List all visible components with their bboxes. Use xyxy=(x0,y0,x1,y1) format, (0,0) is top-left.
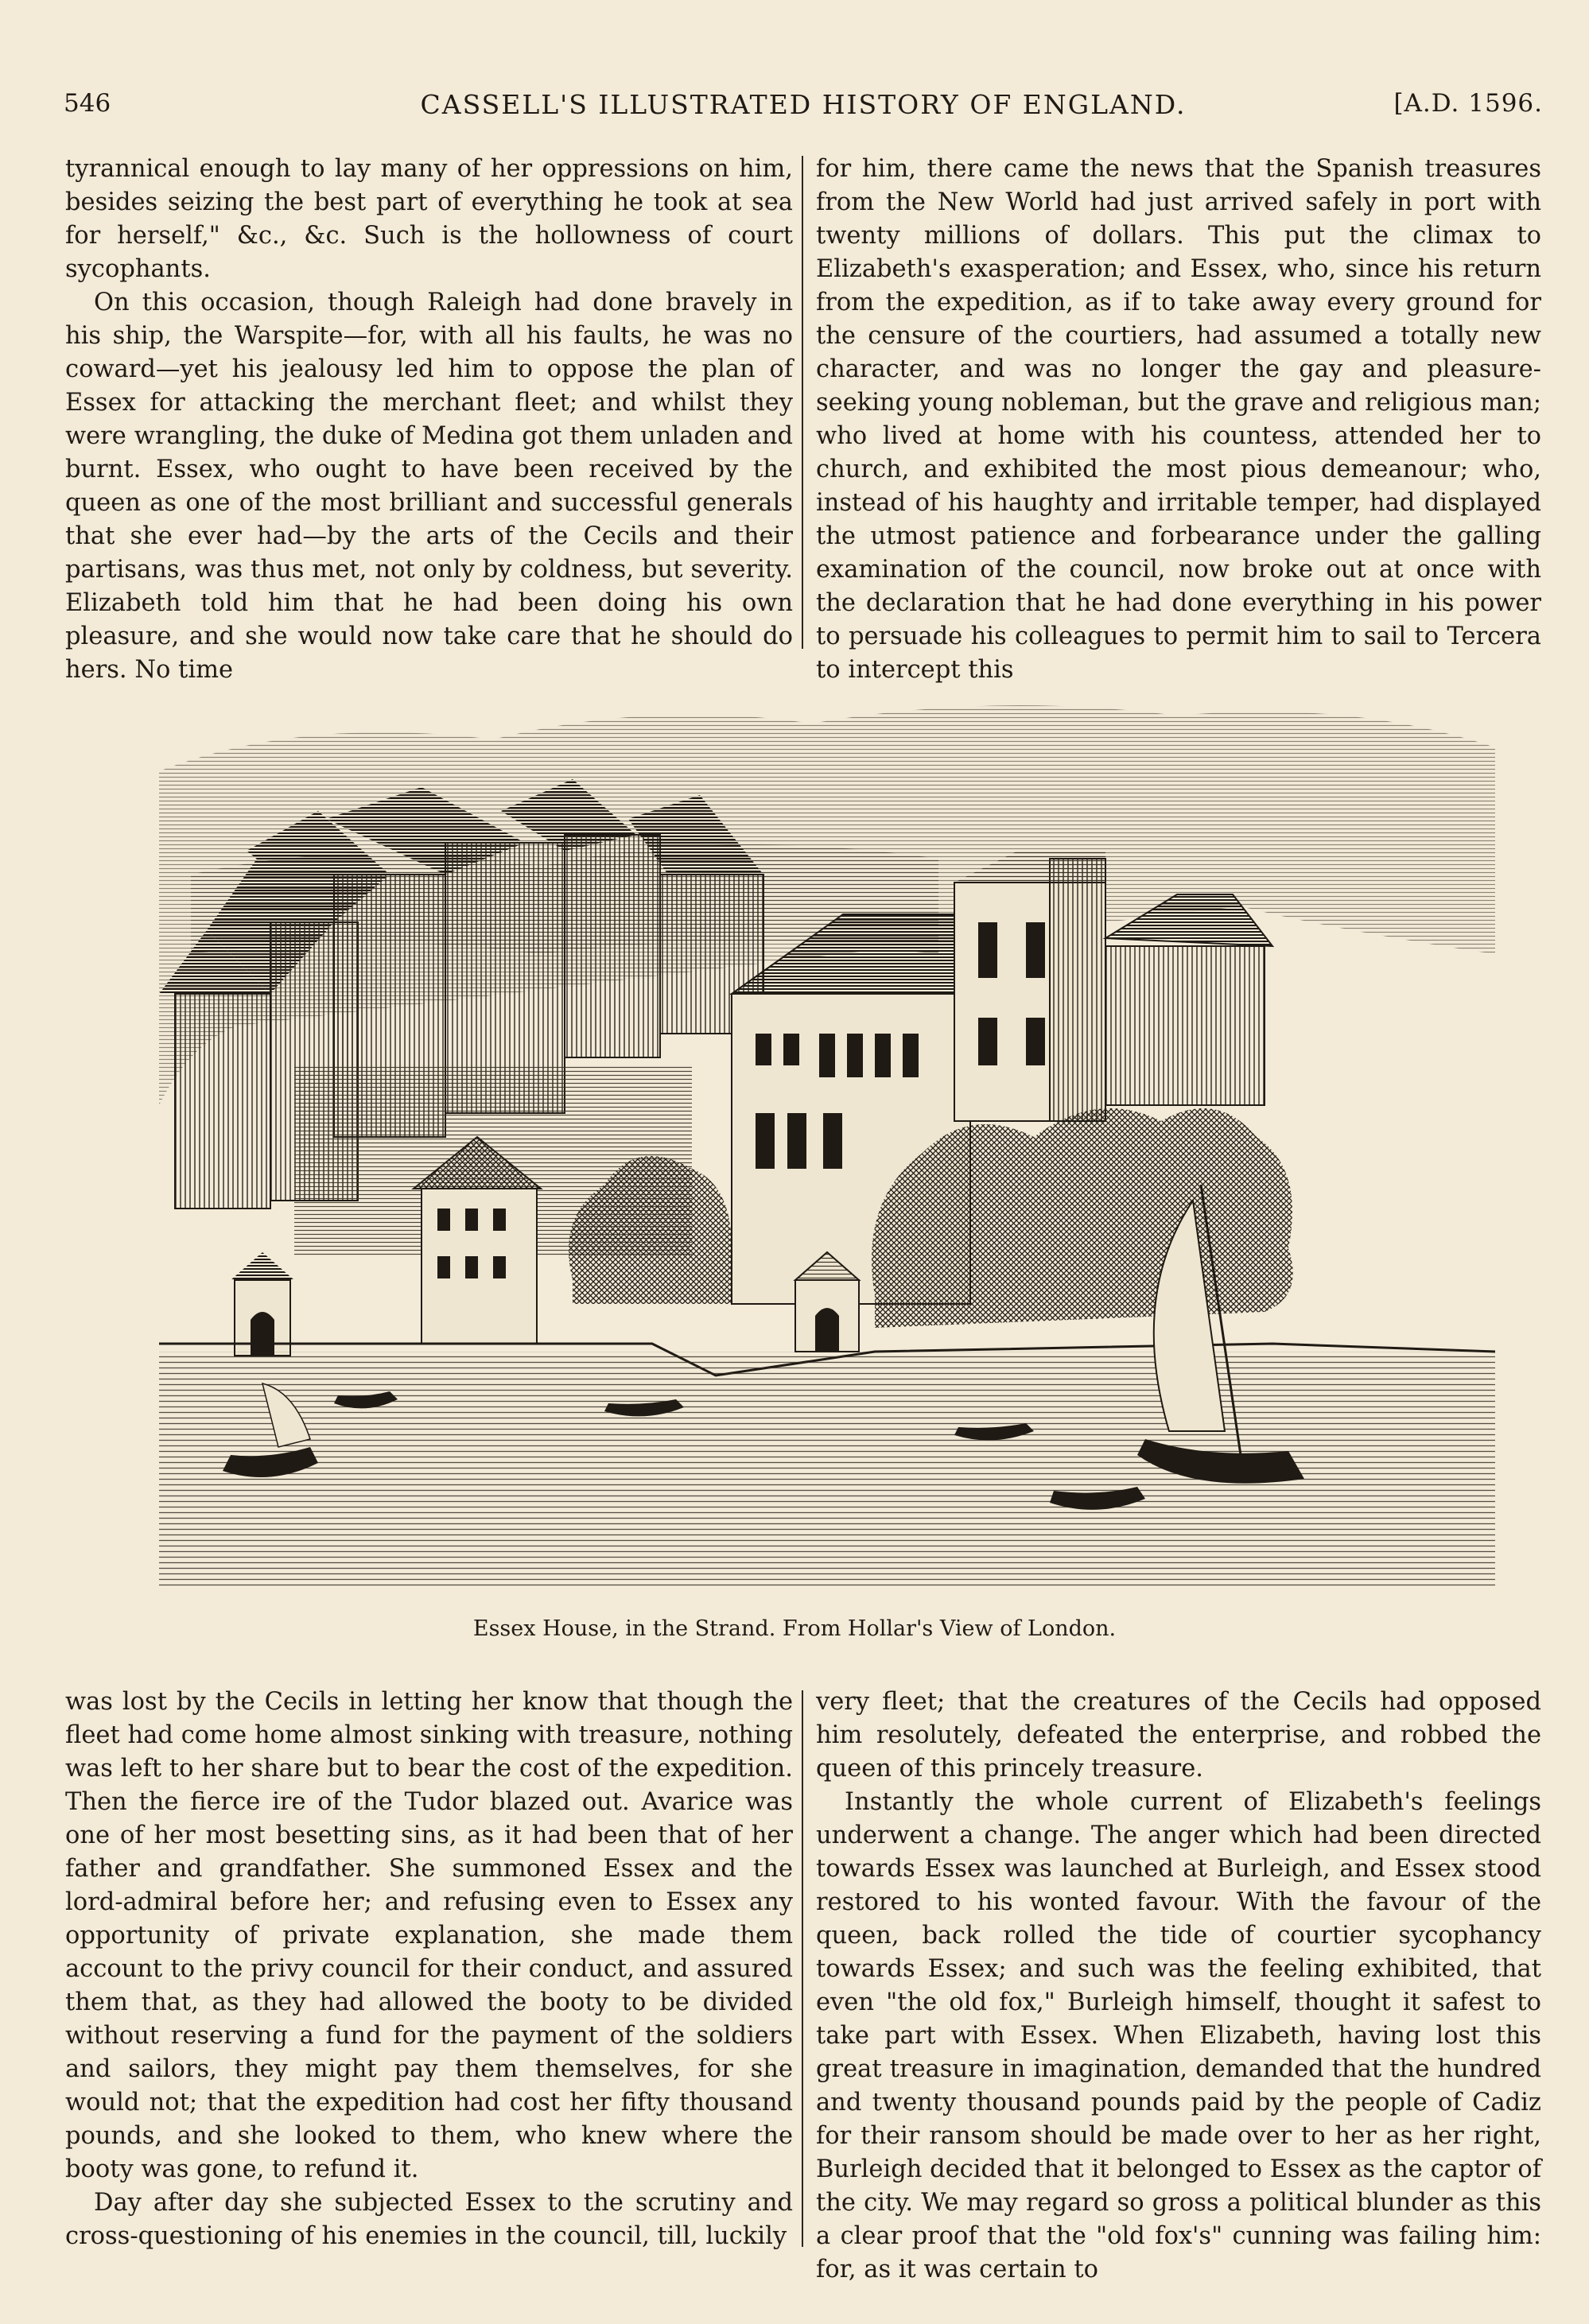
paragraph: tyrannical enough to lay many of her oppressions on him, besides seizing the best part of everything he took at sea for herself," &c., &c. Such is the hollowness of court sycophants. xyxy=(65,155,793,283)
paragraph: very fleet; that the creatures of the Cecils had opposed him resolutely, defeated the enterprise, and robbed the queen of this princely treasure. xyxy=(816,1688,1541,1783)
top-left-column xyxy=(65,153,793,687)
paragraph: On this occasion, though Raleigh had done bravely in his ship, the Warspite—for, with all his faults, he was no coward—yet his jealousy led him to oppose the plan of Essex for attacking the merchant fleet; and whilst they were wrangling, the duke of Medina got them unladen and burnt. Essex, who ought to have been received by the queen as one of the most brilliant and successful generals that she ever had—by the arts of the Cecils and their partisans, was thus met, not only by coldness, but severity. Elizabeth told him that he had been doing his own pleasure, and she would now take care that he should do hers. No time xyxy=(65,289,793,684)
essex-house-engraving xyxy=(159,692,1495,1586)
column-divider xyxy=(802,156,803,649)
figure-caption: Essex House, in the Strand. From Hollar's View of London. xyxy=(472,1616,1117,1641)
column-divider xyxy=(802,1690,803,2247)
bottom-right-column xyxy=(816,1686,1541,2287)
running-title: CASSELL'S ILLUSTRATED HISTORY OF ENGLAND. xyxy=(420,89,1187,120)
bottom-left-column xyxy=(65,1686,793,2253)
header-date: [A.D. 1596. xyxy=(1393,89,1543,118)
paragraph: Instantly the whole current of Elizabeth's feelings underwent a change. The anger which had been directed towards Essex was launched at Burleigh, and Essex stood restored to his wonted favour. With the favour of the queen, back rolled the tide of courtier sycophancy towards Essex; and such was the feeling exhibited, that even "the old fox," Burleigh himself, thought it safest to take part with Essex. When Elizabeth, having lost this great treasure in imagination, demanded that the hundred and twenty thousand pounds paid by the people of Cadiz for their ransom should be made over to her as her right, Burleigh decided that it belonged to Essex as the captor of the city. We may regard so gross a political blunder as this a clear proof that the "old fox's" cunning was failing him: for, as it was certain to xyxy=(816,1788,1541,2283)
water-gate-left xyxy=(231,1252,294,1356)
running-header xyxy=(64,89,1543,129)
paragraph: Day after day she subjected Essex to the scrutiny and cross-questioning of his enemies in the council, till, luckily xyxy=(65,2189,793,2250)
paragraph: for him, there came the news that the Spanish treasures from the New World had just arrived safely in port with twenty millions of dollars. This put the climax to Elizabeth's exasperation; and Essex, who, since his return from the expedition, as if to take away every ground for the censure of the courtiers, had assumed a totally new character, and was no longer the gay and pleasure-seeking young nobleman, but the grave and religious man; who lived at home with his countess, attended her to church, and exhibited the most pious demeanour; who, instead of his haughty and irritable temper, had displayed the utmost patience and forbearance under the galling examination of the council, now broke out at once with the declaration that he had done everything in his power to persuade his colleagues to permit him to sail to Tercera to intercept this xyxy=(816,155,1541,684)
top-right-column xyxy=(816,153,1541,687)
page-number: 546 xyxy=(64,89,111,118)
paragraph: was lost by the Cecils in letting her know that though the fleet had come home almost sinking with treasure, nothing was left to her share but to bear the cost of the expedition. Then the fierce ire of the Tudor blazed out. Avarice was one of her most besetting sins, as it had been that of her father and grandfather. She summoned Essex and the lord-admiral before her; and refusing even to Essex any opportunity of private explanation, she made them account to the privy council for their conduct, and assured them that, as they had allowed the booty to be divided without reserving a fund for the payment of the soldiers and sailors, they might pay them themselves, for she would not; that the expedition had cost her fifty thousand pounds, and she looked to them, who knew where the booty was gone, to refund it. xyxy=(65,1688,793,2183)
